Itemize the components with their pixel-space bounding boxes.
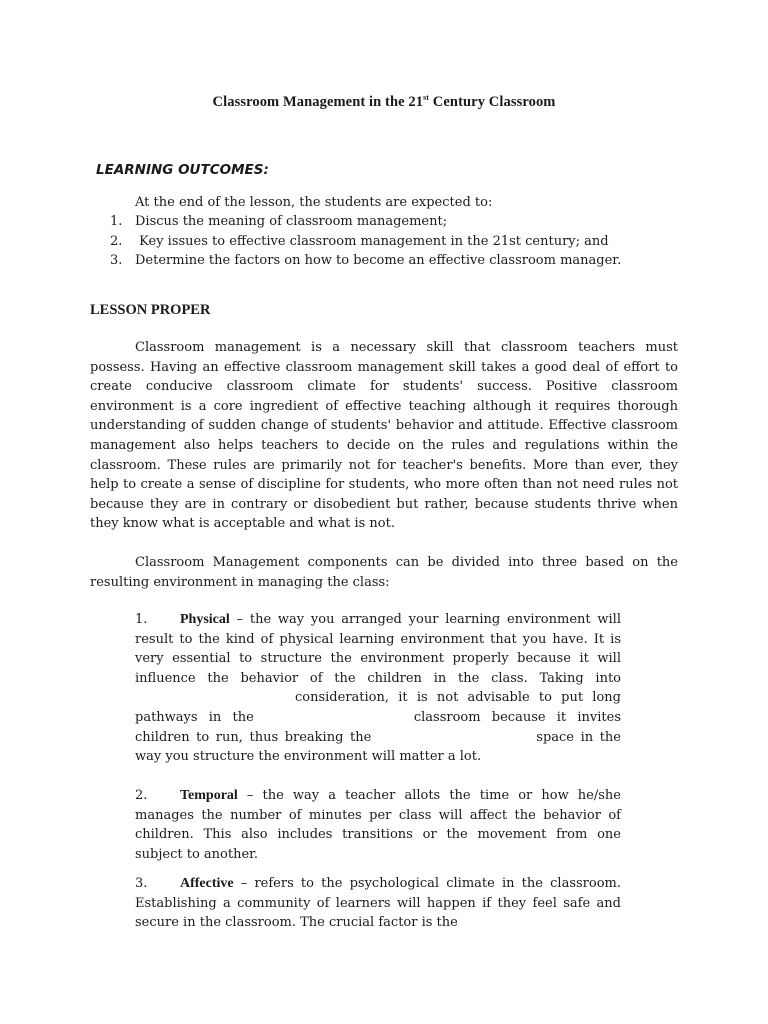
list-item xyxy=(110,251,621,271)
paragraph-classroom-management: Classroom management is a necessary skill that classroom teachers must possess. Having an effective classroom management skill takes a good deal of effort to create conducive classroom climate for students' success. Positive classroom environment is a core ingredient of effective teaching although it requires thorough understanding of sudden change of students' behavior and attitude. Effective classroom management also helps teachers to decide on the rules and regulations within the classroom. These rules are primarily not for teacher's benefits. More than ever, they help to create a sense of discipline for students, who more often than not need rules not because they are in contrary or disobedient but rather, because students thrive when they know what is acceptable and what is not. xyxy=(90,340,678,532)
title-end: Century Classroom xyxy=(429,94,556,110)
title-main: Classroom Management in the 21 xyxy=(212,94,424,110)
title-superscript: st xyxy=(423,93,430,102)
component-term: Affective xyxy=(180,876,234,891)
paragraph-components-intro: Classroom Management components can be divided into three based on the resulting environment in managing the class: xyxy=(90,555,678,590)
component-number: 3. xyxy=(135,876,148,891)
component-text: classroom because it invites children to run, thus breaking the xyxy=(135,709,621,745)
outcome-number: 2. xyxy=(110,233,123,249)
document-title xyxy=(0,93,768,111)
component-affective xyxy=(135,874,621,933)
lesson-proper-heading: LESSON PROPER xyxy=(90,302,211,318)
outcome-text: Determine the factors on how to become an effective classroom manager. xyxy=(135,253,622,269)
outcome-number: 1. xyxy=(110,214,123,229)
outcome-number: 3. xyxy=(110,253,123,269)
component-temporal xyxy=(135,786,621,864)
component-term: Physical xyxy=(180,612,230,627)
component-physical xyxy=(135,610,621,767)
outcome-text: Discus the meaning of classroom management; xyxy=(135,214,448,229)
component-text: – the way you arranged your learning environment will result to the kind of physical learning environment that you have. It is very essential to structure the environment properly because it will influence the behavior of the children in the class. Taking into xyxy=(135,612,621,686)
learning-outcomes-heading: LEARNING OUTCOMES: xyxy=(96,162,269,178)
component-term: Temporal xyxy=(180,788,238,803)
list-item xyxy=(110,232,621,252)
list-item xyxy=(110,212,621,232)
outcomes-list xyxy=(110,212,621,271)
component-number: 2. xyxy=(135,788,148,803)
component-text: – refers to the psychological climate in the classroom. Establishing a community of learners will happen if they feel safe and secure in the classroom. The crucial factor is the xyxy=(135,876,621,931)
component-text: consideration, it is not advisable to put long pathways in the xyxy=(135,690,621,725)
component-number: 1. xyxy=(135,612,148,627)
component-text: – the way a teacher allots the time or how he/she manages the number of minutes per class will affect the behavior of children. This also includes transitions or the movement from one subject to another. xyxy=(135,788,621,862)
component-text: space in the way you structure the environment will matter a lot. xyxy=(135,729,621,765)
outcome-text: Key issues to effective classroom management in the 21st century; and xyxy=(135,233,609,249)
outcomes-intro: At the end of the lesson, the students are expected to: xyxy=(135,195,493,210)
